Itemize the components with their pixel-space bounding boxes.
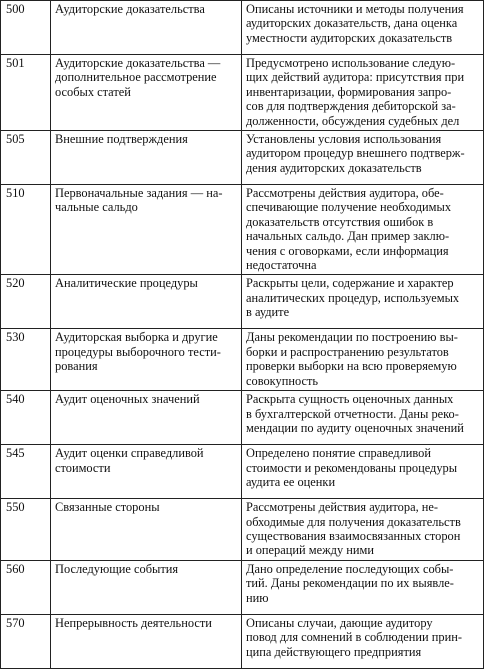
standard-title: Аудиторские доказательства — дополнительное рассмотрение особых статей — [51, 55, 242, 131]
table-row — [1, 445, 484, 499]
standard-description: Рассмотрены действия аудитора, не- обходимые для получения доказательств существования взаимосвязанных сторон и операций между ними — [242, 499, 484, 561]
table-row — [1, 131, 484, 185]
standard-title: Последующие события — [51, 560, 242, 614]
standard-description: Описаны источники и методы получения аудиторских доказательств, дана оценка уместности аудиторских доказательств — [242, 1, 484, 55]
standard-title: Аудит оценки справедливой стоимости — [51, 445, 242, 499]
table-row — [1, 391, 484, 445]
standard-title: Непрерывность деятельности — [51, 614, 242, 668]
standard-number: 560 — [1, 560, 51, 614]
table-row — [1, 614, 484, 668]
standard-description: Предусмотрено использование следую- щих действий аудитора: присутствия при инвентаризации, формирования запро- сов для подтверждения дебиторской за- долженности, обсуждения судебных дел — [242, 55, 484, 131]
table-row — [1, 329, 484, 391]
standard-description: Раскрыты цели, содержание и характер аналитических процедур, используемых в аудите — [242, 275, 484, 329]
standard-title: Аудиторские доказательства — [51, 1, 242, 55]
standard-number: 505 — [1, 131, 51, 185]
table-row — [1, 185, 484, 275]
standard-number: 540 — [1, 391, 51, 445]
standard-description: Даны рекомендации по построению вы- борки и распространению результатов проверки выборки на всю проверяемую совокупность — [242, 329, 484, 391]
standard-title: Первоначальные задания — на- чальные сальдо — [51, 185, 242, 275]
standard-number: 500 — [1, 1, 51, 55]
standard-title: Аудиторская выборка и другие процедуры выборочного тести- рования — [51, 329, 242, 391]
standard-description: Рассмотрены действия аудитора, обе- спечивающие получение необходимых доказательств отсутствия ошибок в начальных сальдо. Дан пример заклю- чения с оговорками, если информация недостаточна — [242, 185, 484, 275]
standard-number: 520 — [1, 275, 51, 329]
standard-title: Внешние подтверждения — [51, 131, 242, 185]
table-row — [1, 560, 484, 614]
standard-description: Описаны случаи, дающие аудитору повод для сомнений в соблюдении прин- ципа действующего предприятия — [242, 614, 484, 668]
standard-title: Аналитические процедуры — [51, 275, 242, 329]
table-row — [1, 499, 484, 561]
standard-number: 570 — [1, 614, 51, 668]
standard-description: Определено понятие справедливой стоимости и рекомендованы процедуры аудита ее оценки — [242, 445, 484, 499]
table-row — [1, 55, 484, 131]
standard-title: Аудит оценочных значений — [51, 391, 242, 445]
table-row — [1, 1, 484, 55]
standard-description: Установлены условия использования аудитором процедур внешнего подтверж- дения аудиторских доказательств — [242, 131, 484, 185]
standard-number: 530 — [1, 329, 51, 391]
standard-number: 550 — [1, 499, 51, 561]
standard-title: Связанные стороны — [51, 499, 242, 561]
standard-description: Дано определение последующих собы- тий. Даны рекомендации по их выявле- нию — [242, 560, 484, 614]
standard-description: Раскрыта сущность оценочных данных в бухгалтерской отчетности. Даны реко- мендации по аудиту оценочных значений — [242, 391, 484, 445]
table-row — [1, 275, 484, 329]
standard-number: 510 — [1, 185, 51, 275]
standard-number: 545 — [1, 445, 51, 499]
standard-number: 501 — [1, 55, 51, 131]
